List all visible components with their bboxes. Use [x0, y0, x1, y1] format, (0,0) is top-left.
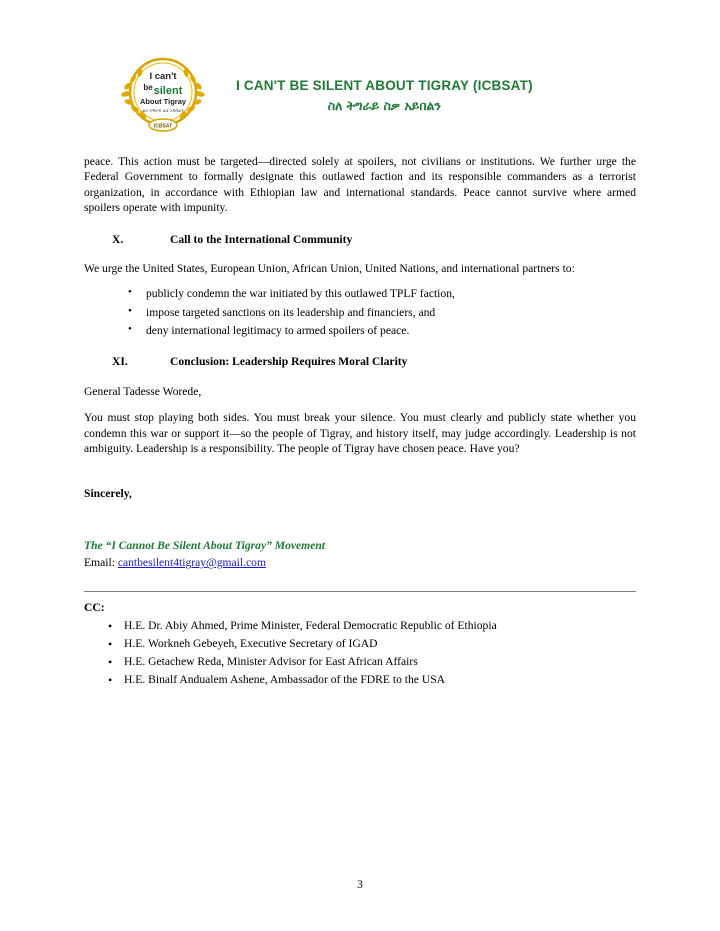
- international-community-list: [84, 286, 636, 338]
- list-item: • H.E. Binalf Andualem Ashene, Ambassador of the FDRE to the USA: [124, 671, 636, 689]
- paragraph-peace-action: peace. This action must be targeted—directed solely at spoilers, not civilians or institutions. We further urge the Federal Government to formally designate this outlawed faction and its responsible commanders as a terrorist organization, in accordance with Ethiopian law and international standards. Peace cannot survive where armed spoilers operate with impunity.: [84, 155, 636, 215]
- svg-text:be: be: [143, 83, 153, 92]
- svg-text:ልለ ትግራይ ልኃ አይበልን: ልለ ትግራይ ልኃ አይበልን: [142, 109, 184, 114]
- paragraph-conclusion: You must stop playing both sides. You must break your silence. You must clearly and publicly state whether you condemn this war or support it—so the people of Tigray, and history itself, may judge accordingly. Leadership is not ambiguity. Leadership is a responsibility. The people of Tigray have chosen peace. Have you?: [84, 411, 636, 455]
- cc-recipients-list: [84, 617, 636, 689]
- svg-text:ICBSAT: ICBSAT: [153, 123, 173, 130]
- section-heading-10: [84, 232, 636, 247]
- letterhead-text: [236, 72, 533, 114]
- cc-label: CC:: [84, 600, 105, 614]
- section-number-11: XI.: [112, 355, 128, 369]
- icbsat-logo-icon: [108, 52, 218, 134]
- section-heading-11: [84, 354, 636, 369]
- list-item: • H.E. Workneh Gebeyeh, Executive Secretary of IGAD: [124, 635, 636, 653]
- section-title-11: Conclusion: Leadership Requires Moral Clarity: [170, 355, 408, 369]
- email-line: [84, 555, 636, 570]
- svg-text:silent: silent: [153, 85, 183, 97]
- svg-text:I can't: I can't: [149, 71, 177, 82]
- divider: [84, 591, 636, 592]
- list-item: • impose targeted sanctions on its leadership and financiers, and: [146, 305, 636, 321]
- list-item: • deny international legitimacy to armed spoilers of peace.: [146, 323, 636, 339]
- organization-title-amharic: ስለ ትግራይ ስቃ አይበልን: [327, 97, 441, 113]
- email-link[interactable]: cantbesilent4tigray@gmail.com: [117, 556, 266, 570]
- svg-text:About Tigray: About Tigray: [139, 97, 187, 106]
- list-item: • H.E. Getachew Reda, Minister Advisor for East African Affairs: [124, 653, 636, 671]
- page-number: 3: [357, 879, 363, 891]
- letterhead: [108, 0, 720, 134]
- paragraph-urge-partners: We urge the United States, European Union, African Union, United Nations, and international partners to:: [84, 262, 575, 276]
- letter-body: [84, 134, 636, 689]
- organization-title: I CAN'T BE SILENT ABOUT TIGRAY (ICBSAT): [236, 77, 533, 93]
- movement-name: The “I Cannot Be Silent About Tigray” Movement: [84, 538, 326, 552]
- list-item: • publicly condemn the war initiated by this outlawed TPLF faction,: [146, 286, 636, 302]
- section-number-10: X.: [112, 232, 124, 246]
- list-item: • H.E. Dr. Abiy Ahmed, Prime Minister, Federal Democratic Republic of Ethiopia: [124, 617, 636, 635]
- addressee-line: General Tadesse Worede,: [84, 384, 202, 398]
- section-title-10: Call to the International Community: [170, 232, 353, 246]
- sign-off: Sincerely,: [84, 487, 132, 501]
- email-label: Email:: [84, 556, 115, 570]
